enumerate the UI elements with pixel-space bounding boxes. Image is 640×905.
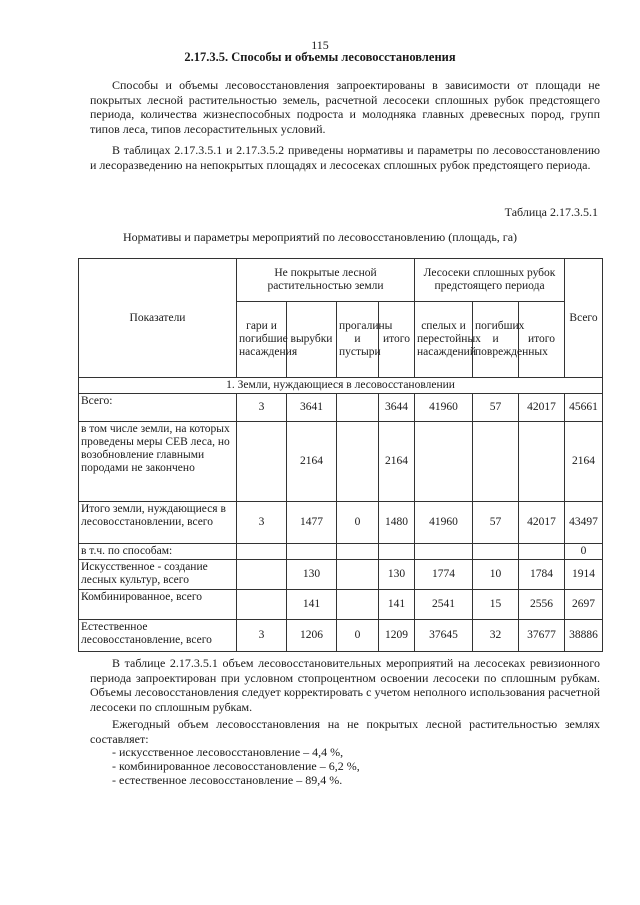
- table-row: [79, 394, 603, 422]
- table-caption: Нормативы и параметры мероприятий по лесовосстановлению (площадь, га): [122, 230, 518, 244]
- table-row: [79, 620, 603, 652]
- row-label: Итого земли, нуждающиеся в лесовосстановлении, всего: [79, 502, 237, 544]
- cell: 32: [473, 620, 519, 652]
- row-label: Всего:: [79, 394, 237, 422]
- cell: 1206: [287, 620, 337, 652]
- cell: 15: [473, 590, 519, 620]
- cell: 1477: [287, 502, 337, 544]
- cell: [519, 422, 565, 502]
- cell: 3: [237, 620, 287, 652]
- cell: [337, 560, 379, 590]
- cell: [337, 422, 379, 502]
- table-row: [79, 544, 603, 560]
- cell: 41960: [415, 502, 473, 544]
- cell: 37677: [519, 620, 565, 652]
- cell: 2556: [519, 590, 565, 620]
- cell: [337, 544, 379, 560]
- paragraph-1: Способы и объемы лесовосстановления запроектированы в зависимости от площади не покрытых лесной растительностью земель, расчетной лесосеки сплошных рубок предстоящего периода, количества жизнеспособных подроста и молодняка главных древесных пород, групп типов леса, типов лесорастительных условий.: [90, 78, 600, 136]
- header-group-nonforest: Не покрытые лесной растительностью земли: [237, 259, 415, 302]
- cell: 0: [337, 502, 379, 544]
- header-col: прогалины и пустыри: [337, 302, 379, 378]
- cell: [379, 544, 415, 560]
- cell: 2164: [379, 422, 415, 502]
- cell: [287, 544, 337, 560]
- cell: 45661: [565, 394, 603, 422]
- row-label: в т.ч. по способам:: [79, 544, 237, 560]
- cell: 3: [237, 502, 287, 544]
- header-total: Всего: [565, 259, 603, 378]
- paragraph-2: В таблицах 2.17.3.5.1 и 2.17.3.5.2 приведены нормативы и параметры по лесовосстановлению и лесоразведению на непокрытых площадях и лесосеках сплошных рубок предстоящего периода.: [90, 143, 600, 172]
- cell: 130: [379, 560, 415, 590]
- cell: 37645: [415, 620, 473, 652]
- table-number: Таблица 2.17.3.5.1: [504, 205, 598, 219]
- cell: [237, 422, 287, 502]
- paragraph-3: В таблице 2.17.3.5.1 объем лесовосстановительных мероприятий на лесосеках ревизионного периода запроектирован при условном стопроцентном освоении лесосеки по сплошным рубкам. Объемы лесовосстановления следует корректировать с учетом неполного использования расчетной лесосеки по сплошным рубкам.: [90, 656, 600, 714]
- header-col: гари и погибшие насаждения: [237, 302, 287, 378]
- cell: 57: [473, 502, 519, 544]
- cell: 42017: [519, 394, 565, 422]
- cell: 2164: [565, 422, 603, 502]
- cell: [337, 394, 379, 422]
- cell: 141: [287, 590, 337, 620]
- table-row: [79, 422, 603, 502]
- header-col: вырубки: [287, 302, 337, 378]
- cell: 0: [565, 544, 603, 560]
- cell: 1914: [565, 560, 603, 590]
- header-col: итого: [519, 302, 565, 378]
- row-label: Комбинированное, всего: [79, 590, 237, 620]
- cell: [337, 590, 379, 620]
- cell: [237, 560, 287, 590]
- reforestation-table: [78, 258, 603, 652]
- cell: [415, 422, 473, 502]
- cell: 1774: [415, 560, 473, 590]
- cell: [237, 590, 287, 620]
- row-label: Искусственное - создание лесных культур, всего: [79, 560, 237, 590]
- cell: [473, 422, 519, 502]
- cell: 57: [473, 394, 519, 422]
- cell: 0: [337, 620, 379, 652]
- paragraph-4: Ежегодный объем лесовосстановления на не покрытых лесной растительностью землях составляет:: [90, 717, 600, 746]
- list-item: - искусственное лесовосстановление – 4,4 %,: [112, 745, 344, 759]
- cell: [415, 544, 473, 560]
- section-row: 1. Земли, нуждающиеся в лесовосстановлении: [79, 378, 603, 394]
- header-col: погибших и поврежденных: [473, 302, 519, 378]
- cell: 2164: [287, 422, 337, 502]
- table-row: [79, 560, 603, 590]
- header-indicators: Показатели: [79, 259, 237, 378]
- cell: 1480: [379, 502, 415, 544]
- cell: 2697: [565, 590, 603, 620]
- header-col: спелых и перестойных насаждений: [415, 302, 473, 378]
- cell: [237, 544, 287, 560]
- cell: 42017: [519, 502, 565, 544]
- cell: 2541: [415, 590, 473, 620]
- table-row: [79, 590, 603, 620]
- list-item: - естественное лесовосстановление – 89,4 %.: [112, 773, 343, 787]
- cell: 41960: [415, 394, 473, 422]
- header-group-clearcut: Лесосеки сплошных рубок предстоящего периода: [415, 259, 565, 302]
- cell: 3644: [379, 394, 415, 422]
- cell: 3641: [287, 394, 337, 422]
- row-label: Естественное лесовосстановление, всего: [79, 620, 237, 652]
- cell: [519, 544, 565, 560]
- cell: 43497: [565, 502, 603, 544]
- row-label: в том числе земли, на которых проведены меры СЕВ леса, но возобновление главными породами не закончено: [79, 422, 237, 502]
- list-item: - комбинированное лесовосстановление – 6,2 %,: [112, 759, 360, 773]
- cell: [473, 544, 519, 560]
- cell: 1784: [519, 560, 565, 590]
- cell: 10: [473, 560, 519, 590]
- cell: 3: [237, 394, 287, 422]
- section-title: 2.17.3.5. Способы и объемы лесовосстановления: [184, 50, 456, 64]
- cell: 130: [287, 560, 337, 590]
- table-row: [79, 502, 603, 544]
- cell: 38886: [565, 620, 603, 652]
- cell: 141: [379, 590, 415, 620]
- header-col: итого: [379, 302, 415, 378]
- page-number: 115: [311, 38, 329, 52]
- cell: 1209: [379, 620, 415, 652]
